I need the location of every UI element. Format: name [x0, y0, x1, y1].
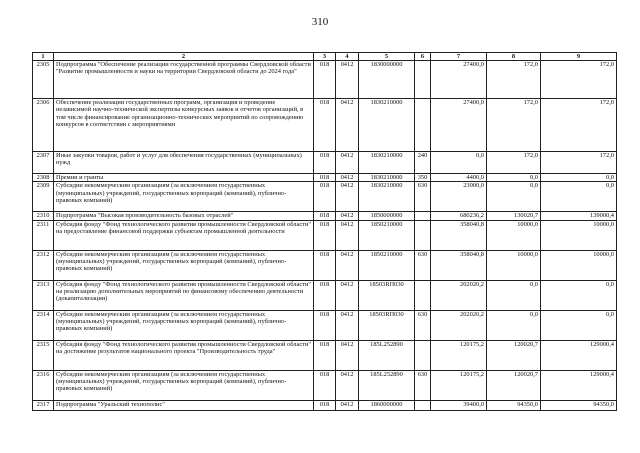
- row-number: 2305: [33, 61, 54, 99]
- row-col7: 39400,0: [431, 400, 487, 410]
- row-number: 2311: [33, 220, 54, 250]
- budget-table: [32, 52, 617, 411]
- row-col9: 94350,0: [541, 400, 617, 410]
- page-number: 310: [311, 16, 329, 28]
- row-col3: 018: [314, 212, 336, 220]
- row-col9: 129000,4: [541, 370, 617, 400]
- row-col4: 0412: [336, 212, 359, 220]
- row-col5: 1830000000: [359, 61, 415, 99]
- row-col3: 018: [314, 152, 336, 174]
- row-col3: 018: [314, 250, 336, 280]
- row-col9: 0,0: [541, 174, 617, 182]
- row-col6: [415, 220, 431, 250]
- row-col4: 0412: [336, 340, 359, 370]
- table-row: [33, 182, 617, 212]
- table-row: [33, 152, 617, 174]
- row-col4: 0412: [336, 280, 359, 310]
- row-col4: 0412: [336, 220, 359, 250]
- row-name: Субсидия фонду "Фонд технологического развития промышленности Свердловской области" на реализацию дополнительных мероприятий по финансовому обеспечению деятельности (докапитализации): [54, 280, 314, 310]
- table-row: [33, 400, 617, 410]
- row-number: 2309: [33, 182, 54, 212]
- row-col8: 10000,0: [487, 250, 541, 280]
- row-col6: [415, 61, 431, 99]
- row-col4: 0412: [336, 400, 359, 410]
- row-col7: 0,0: [431, 152, 487, 174]
- row-col7: 120175,2: [431, 370, 487, 400]
- row-col7: 27400,0: [431, 99, 487, 152]
- row-col6: 630: [415, 250, 431, 280]
- row-col6: 350: [415, 174, 431, 182]
- row-col8: 0,0: [487, 280, 541, 310]
- table-header-row: [33, 53, 617, 61]
- row-col3: 018: [314, 174, 336, 182]
- row-col5: 1830210000: [359, 174, 415, 182]
- header-cell: 3: [314, 53, 336, 61]
- row-col4: 0412: [336, 152, 359, 174]
- table-row: [33, 220, 617, 250]
- row-col3: 018: [314, 99, 336, 152]
- row-col6: [415, 400, 431, 410]
- row-col8: 172,0: [487, 99, 541, 152]
- row-number: 2314: [33, 310, 54, 340]
- row-col3: 018: [314, 220, 336, 250]
- row-col3: 018: [314, 370, 336, 400]
- row-col3: 018: [314, 340, 336, 370]
- row-col5: 1850000000: [359, 212, 415, 220]
- header-cell: 8: [487, 53, 541, 61]
- row-col9: 172,0: [541, 61, 617, 99]
- row-name: Субсидии некоммерческим организациям (за исключением государственных (муниципальных) учреждений, государственных корпораций (компаний), публично-правовых компаний): [54, 182, 314, 212]
- table-row: [33, 174, 617, 182]
- header-cell: 1: [33, 53, 54, 61]
- row-name: Субсидия фонду "Фонд технологического развития промышленности Свердловской области" на достижение результатов национального проекта "Производительность труда": [54, 340, 314, 370]
- row-col5: 1850210000: [359, 250, 415, 280]
- row-col4: 0412: [336, 182, 359, 212]
- row-col8: 120020,7: [487, 340, 541, 370]
- row-col4: 0412: [336, 250, 359, 280]
- row-col7: 680236,2: [431, 212, 487, 220]
- table-row: [33, 280, 617, 310]
- row-name: Иные закупки товаров, работ и услуг для обеспечения государственных (муниципальных) нужд: [54, 152, 314, 174]
- row-col6: 630: [415, 370, 431, 400]
- row-col9: 139000,4: [541, 212, 617, 220]
- row-col7: 358040,8: [431, 220, 487, 250]
- row-col8: 172,0: [487, 152, 541, 174]
- row-col3: 018: [314, 280, 336, 310]
- row-number: 2306: [33, 99, 54, 152]
- row-col8: 0,0: [487, 182, 541, 212]
- row-col6: 630: [415, 182, 431, 212]
- row-col5: 1860000000: [359, 400, 415, 410]
- header-cell: 6: [415, 53, 431, 61]
- row-col8: 0,0: [487, 174, 541, 182]
- row-number: 2317: [33, 400, 54, 410]
- row-number: 2316: [33, 370, 54, 400]
- table-row: [33, 99, 617, 152]
- row-number: 2310: [33, 212, 54, 220]
- table-row: [33, 310, 617, 340]
- row-col9: 10000,0: [541, 220, 617, 250]
- row-col9: 0,0: [541, 310, 617, 340]
- row-col7: 120175,2: [431, 340, 487, 370]
- table-row: [33, 212, 617, 220]
- row-name: Субсидия фонду "Фонд технологического развития промышленности Свердловской области" на предоставление финансовой поддержки субъектам промышленной деятельности: [54, 220, 314, 250]
- row-col7: 358040,8: [431, 250, 487, 280]
- row-name: Подпрограмма "Уральский технополис": [54, 400, 314, 410]
- row-col8: 120020,7: [487, 370, 541, 400]
- row-col4: 0412: [336, 370, 359, 400]
- row-col8: 94350,0: [487, 400, 541, 410]
- header-cell: 4: [336, 53, 359, 61]
- header-cell: 5: [359, 53, 415, 61]
- table-row: [33, 250, 617, 280]
- header-cell: 7: [431, 53, 487, 61]
- row-col7: 202020,2: [431, 310, 487, 340]
- row-col9: 129000,4: [541, 340, 617, 370]
- row-name: Подпрограмма "Высокая производительность базовых отраслей": [54, 212, 314, 220]
- header-cell: 9: [541, 53, 617, 61]
- table-row: [33, 340, 617, 370]
- row-col5: 1830210000: [359, 182, 415, 212]
- row-col6: 630: [415, 310, 431, 340]
- row-col4: 0412: [336, 99, 359, 152]
- row-col5: 185L252890: [359, 340, 415, 370]
- row-number: 2308: [33, 174, 54, 182]
- row-col5: 1850210000: [359, 220, 415, 250]
- row-col4: 0412: [336, 310, 359, 340]
- row-col5: 18503RП030: [359, 280, 415, 310]
- row-number: 2315: [33, 340, 54, 370]
- row-name: Подпрограмма "Обеспечение реализации государственной программы Свердловской области "Развитие промышленности и науки на территории Свердловской области до 2024 года": [54, 61, 314, 99]
- row-col5: 185L252890: [359, 370, 415, 400]
- row-col7: 4400,0: [431, 174, 487, 182]
- row-col3: 018: [314, 61, 336, 99]
- row-col3: 018: [314, 182, 336, 212]
- row-col5: 1830210000: [359, 99, 415, 152]
- row-col8: 10000,0: [487, 220, 541, 250]
- row-col8: 0,0: [487, 310, 541, 340]
- row-col5: 18503RП030: [359, 310, 415, 340]
- row-col9: 172,0: [541, 99, 617, 152]
- row-col9: 10000,0: [541, 250, 617, 280]
- row-col5: 1830210000: [359, 152, 415, 174]
- row-col7: 202020,2: [431, 280, 487, 310]
- row-col7: 27400,0: [431, 61, 487, 99]
- row-col8: 130020,7: [487, 212, 541, 220]
- header-cell: 2: [54, 53, 314, 61]
- row-col9: 0,0: [541, 280, 617, 310]
- row-number: 2312: [33, 250, 54, 280]
- row-name: Премии и гранты: [54, 174, 314, 182]
- row-col4: 0412: [336, 174, 359, 182]
- row-col8: 172,0: [487, 61, 541, 99]
- row-name: Субсидии некоммерческим организациям (за исключением государственных (муниципальных) учреждений, государственных корпораций (компаний), публично-правовых компаний): [54, 250, 314, 280]
- row-col3: 018: [314, 400, 336, 410]
- row-col4: 0412: [336, 61, 359, 99]
- row-col7: 23000,0: [431, 182, 487, 212]
- row-col9: 0,0: [541, 182, 617, 212]
- row-col6: [415, 99, 431, 152]
- row-number: 2313: [33, 280, 54, 310]
- row-name: Субсидии некоммерческим организациям (за исключением государственных (муниципальных) учреждений, государственных корпораций (компаний), публично-правовых компаний): [54, 370, 314, 400]
- row-col6: [415, 280, 431, 310]
- row-name: Субсидии некоммерческим организациям (за исключением государственных (муниципальных) учреждений, государственных корпораций (компаний), публично-правовых компаний): [54, 310, 314, 340]
- row-col3: 018: [314, 310, 336, 340]
- table-row: [33, 61, 617, 99]
- row-col6: [415, 212, 431, 220]
- row-name: Обеспечение реализации государственных программ, организация и проведение независимой научно-технической экспертизы конкурсных заявок и отчетов организаций, в том числе финансирование организационно-технических мероприятий по сопровождению конкурсов в соответствии с мероприятиями: [54, 99, 314, 152]
- row-number: 2307: [33, 152, 54, 174]
- row-col6: 240: [415, 152, 431, 174]
- row-col9: 172,0: [541, 152, 617, 174]
- table-row: [33, 370, 617, 400]
- row-col6: [415, 340, 431, 370]
